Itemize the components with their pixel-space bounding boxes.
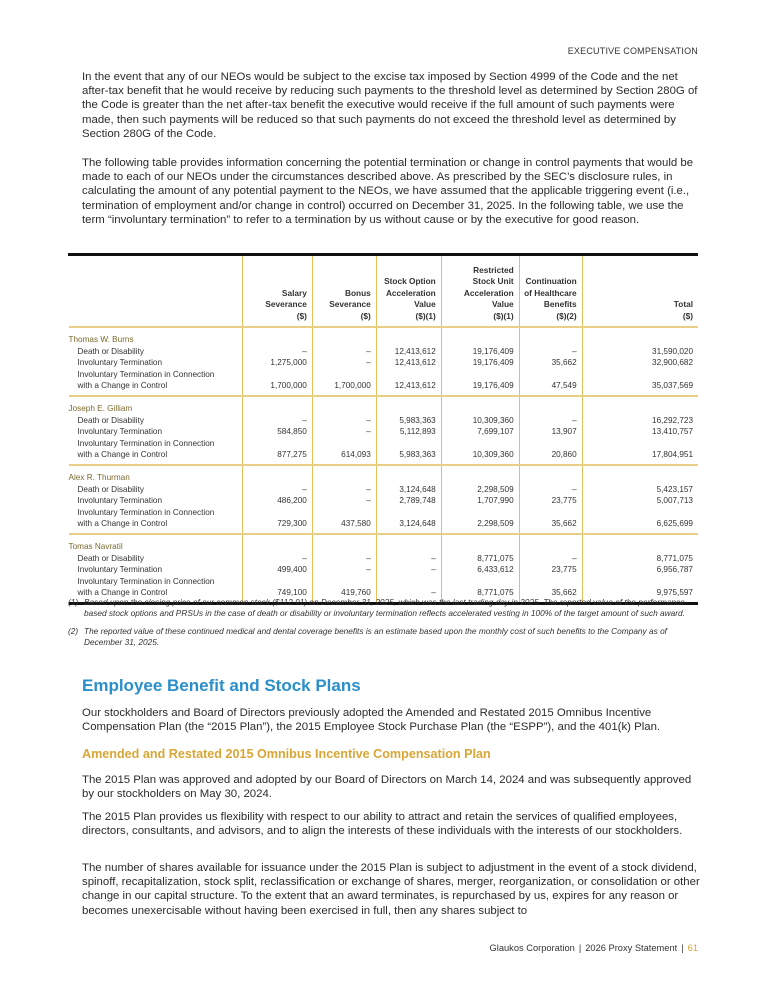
change-in-control-row (69, 518, 699, 534)
subsection-heading: Amended and Restated 2015 Omnibus Incentive Compensation Plan (82, 747, 491, 761)
cell-total (582, 465, 698, 484)
cell-salary (242, 576, 312, 588)
cell-bonus: 614,093 (312, 449, 376, 465)
table-header-row (69, 256, 699, 327)
cell-total: 17,804,951 (582, 449, 698, 465)
cell-total (582, 327, 698, 346)
cell-total (582, 534, 698, 553)
cell-health: 23,775 (519, 564, 582, 576)
change-in-control-label-row (69, 438, 699, 450)
cell-total (582, 576, 698, 588)
change-in-control-row (69, 449, 699, 465)
cell-options (376, 507, 441, 519)
death-disability-row (69, 415, 699, 427)
cell-options (376, 576, 441, 588)
cell-rsu (441, 465, 519, 484)
cell-health (519, 327, 582, 346)
cell-salary (242, 438, 312, 450)
cell-bonus: – (312, 495, 376, 507)
executive-name-row (69, 465, 699, 484)
cell-bonus (312, 327, 376, 346)
cell-rsu (441, 507, 519, 519)
cell-rsu (441, 438, 519, 450)
header-salary-severance: Salary Severance ($) (242, 256, 312, 327)
change-in-control-label-row (69, 576, 699, 588)
cell-salary: 499,400 (242, 564, 312, 576)
cell-rsu: 19,176,409 (441, 380, 519, 396)
row-label: with a Change in Control (69, 380, 243, 396)
cell-health: – (519, 415, 582, 427)
cell-total: 16,292,723 (582, 415, 698, 427)
row-label: Involuntary Termination in Connection (77, 576, 215, 586)
cell-options: 5,983,363 (376, 449, 441, 465)
footer-document: 2026 Proxy Statement (585, 943, 678, 953)
cell-options (376, 369, 441, 381)
table-footnotes (68, 597, 698, 654)
cell-rsu: 1,707,990 (441, 495, 519, 507)
cell-options: 12,413,612 (376, 346, 441, 358)
cell-options: – (376, 564, 441, 576)
executive-name-row (69, 327, 699, 346)
cell-rsu (441, 327, 519, 346)
row-label: Involuntary Termination (77, 427, 162, 437)
cell-salary (242, 327, 312, 346)
cell-rsu (441, 576, 519, 588)
cell-health (519, 465, 582, 484)
cell-bonus: – (312, 357, 376, 369)
change-in-control-label-row (69, 369, 699, 381)
cell-total (582, 396, 698, 415)
cell-health: – (519, 484, 582, 496)
running-header: EXECUTIVE COMPENSATION (567, 46, 698, 56)
row-label: Involuntary Termination (77, 358, 162, 368)
involuntary-termination-row (69, 426, 699, 438)
cell-bonus: – (312, 415, 376, 427)
death-disability-row (69, 346, 699, 358)
cell-total: 8,771,075 (582, 553, 698, 565)
cell-salary: 1,700,000 (242, 380, 312, 396)
cell-rsu: 8,771,075 (441, 553, 519, 565)
cell-options: 5,983,363 (376, 415, 441, 427)
share-adjustment-paragraph: The number of shares available for issuance under the 2015 Plan is subject to adjustment in the event of a stock dividend, spinoff, recapitalization, stock split, reclassification or exchange of shares, merger, reorganization, or consolidation or other change in our capital structure. To the extent that an award terminates, is repurchased by us, expires for any reason or becomes unexercisable without having been exercised in full, then any shares subject to (82, 862, 700, 917)
cell-bonus (312, 438, 376, 450)
involuntary-termination-row (69, 564, 699, 576)
cell-health: 35,662 (519, 357, 582, 369)
cell-bonus (312, 465, 376, 484)
cell-total: 5,007,713 (582, 495, 698, 507)
cell-rsu: 8,771,075 (441, 587, 519, 603)
row-label: Death or Disability (77, 553, 144, 563)
section-heading: Employee Benefit and Stock Plans (82, 676, 361, 695)
cell-options: 12,413,612 (376, 357, 441, 369)
header-rsu: Restricted Stock Unit Acceleration Value ($)(1) (441, 256, 519, 327)
cell-rsu (441, 369, 519, 381)
header-label-blank (69, 256, 243, 327)
cell-options (376, 438, 441, 450)
row-label: with a Change in Control (69, 449, 243, 465)
cell-total: 32,900,682 (582, 357, 698, 369)
termination-payments-table (68, 253, 698, 605)
cell-bonus: 1,700,000 (312, 380, 376, 396)
cell-bonus (312, 576, 376, 588)
cell-health: – (519, 346, 582, 358)
cell-options: 2,789,748 (376, 495, 441, 507)
header-total: Total ($) (582, 256, 698, 327)
cell-bonus: – (312, 553, 376, 565)
cell-total: 35,037,569 (582, 380, 698, 396)
cell-options: – (376, 553, 441, 565)
cell-bonus: 437,580 (312, 518, 376, 534)
row-label: Involuntary Termination in Connection (77, 438, 215, 448)
cell-salary: 729,300 (242, 518, 312, 534)
cell-total: 6,625,699 (582, 518, 698, 534)
change-in-control-row (69, 380, 699, 396)
row-label: Death or Disability (77, 484, 144, 494)
cell-health: 20,860 (519, 449, 582, 465)
footnote-2: (2) The reported value of these continued medical and dental coverage benefits is an estimate based upon the monthly cost of such benefits to the Company as of December 31, 2025. (68, 625, 667, 647)
cell-salary: 584,850 (242, 426, 312, 438)
cell-salary: 486,200 (242, 495, 312, 507)
death-disability-row (69, 484, 699, 496)
cell-options (376, 534, 441, 553)
cell-health: 23,775 (519, 495, 582, 507)
cell-health: 13,907 (519, 426, 582, 438)
cell-health: 35,662 (519, 587, 582, 603)
header-healthcare: Continuation of Healthcare Benefits ($)(2) (519, 256, 582, 327)
cell-total (582, 507, 698, 519)
cell-total: 5,423,157 (582, 484, 698, 496)
cell-options (376, 465, 441, 484)
cell-bonus: – (312, 484, 376, 496)
row-label: Involuntary Termination (77, 565, 162, 575)
executive-name-row (69, 534, 699, 553)
cell-health (519, 438, 582, 450)
cell-total: 9,975,597 (582, 587, 698, 603)
footnote-1: (1) Based upon the closing price of our common stock ($112.91) on December 31, 2025, which was the last trading day in 2025. The reported value of the performance-based stock options and PRSUs in the case of death or disability or involuntary termination reflects accelerated vesting in 100% of the target amount of such award. (68, 597, 688, 619)
header-bonus-severance: Bonus Severance ($) (312, 256, 376, 327)
change-in-control-label-row (69, 507, 699, 519)
cell-options: – (376, 587, 441, 603)
cell-health (519, 369, 582, 381)
cell-options (376, 396, 441, 415)
page-footer: Glaukos Corporation | 2026 Proxy Statement | 61 (489, 943, 698, 953)
cell-bonus: 419,760 (312, 587, 376, 603)
header-stock-option: Stock Option Acceleration Value ($)(1) (376, 256, 441, 327)
executive-name-row (69, 396, 699, 415)
cell-rsu (441, 396, 519, 415)
cell-salary: – (242, 346, 312, 358)
section-intro-paragraph: Our stockholders and Board of Directors previously adopted the Amended and Restated 2015 Omnibus Incentive Compensation Plan (the “2015 Plan”), the 2015 Employee Stock Purchase Plan (the “ESPP”), and the 401(k) Plan. (82, 707, 661, 734)
cell-bonus: – (312, 564, 376, 576)
cell-bonus: – (312, 426, 376, 438)
cell-rsu: 10,309,360 (441, 449, 519, 465)
cell-rsu: 10,309,360 (441, 415, 519, 427)
row-label: Involuntary Termination in Connection (77, 507, 215, 517)
cell-options: 5,112,893 (376, 426, 441, 438)
plan-flexibility-paragraph: The 2015 Plan provides us flexibility with respect to our ability to attract and retain the services of qualified employees, directors, consultants, and advisors, and to align the interests of these individuals with the interests of our stockholders. (82, 811, 683, 838)
cell-options (376, 327, 441, 346)
cell-salary: – (242, 553, 312, 565)
cell-total (582, 369, 698, 381)
row-label: Death or Disability (77, 346, 144, 356)
cell-total: 6,956,787 (582, 564, 698, 576)
cell-health (519, 534, 582, 553)
excise-tax-paragraph: In the event that any of our NEOs would be subject to the excise tax imposed by Section 4999 of the Code and the net after-tax benefit that he would receive by reducing such payments to the threshold level as determined by Section 280G of the Code is greater than the net after-tax benefit the executive would receive if the full amount of such payments were made, then such payments will be reduced so that such payments do not exceed the threshold level as determined by Section 280G of the Code. (82, 71, 698, 140)
row-label: Death or Disability (77, 415, 144, 425)
cell-rsu (441, 534, 519, 553)
page-number: 61 (687, 943, 698, 953)
cell-rsu: 19,176,409 (441, 357, 519, 369)
cell-health: 47,549 (519, 380, 582, 396)
row-label: with a Change in Control (69, 587, 243, 603)
row-label: Alex R. Thurman (68, 472, 130, 482)
cell-rsu: 7,699,107 (441, 426, 519, 438)
death-disability-row (69, 553, 699, 565)
cell-salary: 1,275,000 (242, 357, 312, 369)
cell-options: 3,124,648 (376, 484, 441, 496)
row-label: with a Change in Control (69, 518, 243, 534)
cell-total (582, 438, 698, 450)
cell-health: – (519, 553, 582, 565)
cell-salary (242, 507, 312, 519)
cell-bonus (312, 396, 376, 415)
cell-rsu: 6,433,612 (441, 564, 519, 576)
cell-bonus (312, 369, 376, 381)
cell-bonus (312, 507, 376, 519)
row-label: Joseph E. Gilliam (68, 403, 133, 413)
involuntary-termination-row (69, 495, 699, 507)
cell-options: 3,124,648 (376, 518, 441, 534)
row-label: Involuntary Termination (77, 496, 162, 506)
involuntary-termination-row (69, 357, 699, 369)
cell-salary: 749,100 (242, 587, 312, 603)
row-label: Involuntary Termination in Connection (77, 369, 215, 379)
cell-salary: – (242, 484, 312, 496)
row-label: Thomas W. Burns (68, 335, 134, 344)
cell-health (519, 396, 582, 415)
cell-salary: – (242, 415, 312, 427)
cell-salary: 877,275 (242, 449, 312, 465)
cell-total: 13,410,757 (582, 426, 698, 438)
cell-health (519, 507, 582, 519)
cell-rsu: 19,176,409 (441, 346, 519, 358)
cell-salary (242, 369, 312, 381)
cell-rsu: 2,298,509 (441, 518, 519, 534)
cell-bonus: – (312, 346, 376, 358)
cell-salary (242, 396, 312, 415)
cell-health: 35,662 (519, 518, 582, 534)
cell-bonus (312, 534, 376, 553)
cell-options: 12,413,612 (376, 380, 441, 396)
table-intro-paragraph: The following table provides information concerning the potential termination or change in control payments that would be made to each of our NEOs under the circumstances described above. As prescribed by the SEC’s disclosure rules, in calculating the amount of any potential payment to the NEOs, we have assumed that the applicable triggering event (i.e., termination of employment and/or change in control) occurred on December 31, 2025. In the following table, we use the term “involuntary termination” to refer to a termination by us without cause or by the executive for good reason. (82, 157, 694, 226)
cell-health (519, 576, 582, 588)
cell-rsu: 2,298,509 (441, 484, 519, 496)
cell-salary (242, 465, 312, 484)
cell-salary (242, 534, 312, 553)
plan-approval-paragraph: The 2015 Plan was approved and adopted by our Board of Directors on March 14, 2024 and was subsequently approved by our stockholders on May 30, 2024. (82, 774, 692, 801)
cell-total: 31,590,020 (582, 346, 698, 358)
footer-company: Glaukos Corporation (489, 943, 575, 953)
row-label: Tomas Navratil (68, 541, 123, 551)
